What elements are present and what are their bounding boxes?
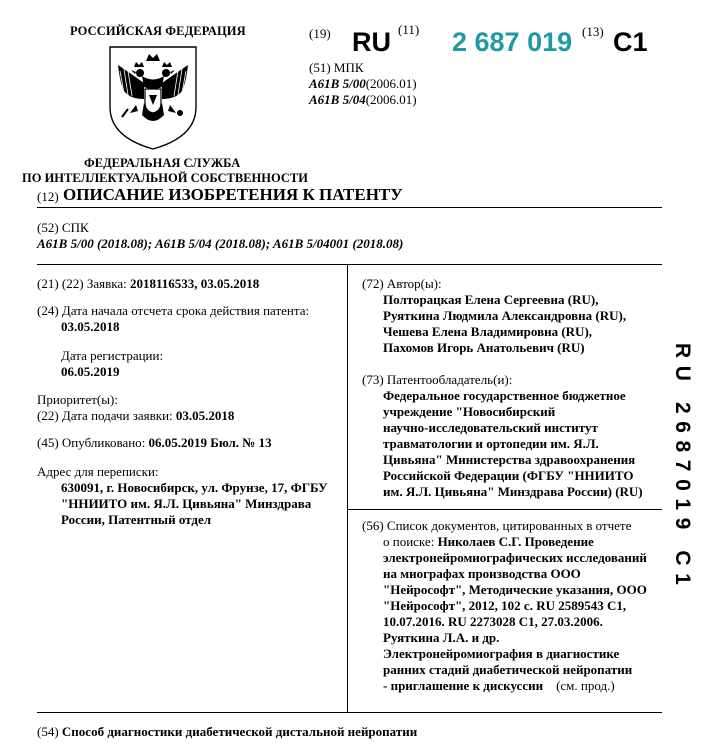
title-rule xyxy=(37,207,662,208)
mpk-entry: A61B 5/04(2006.01) xyxy=(309,92,417,107)
invention-row: (54) Способ диагностики диабетической дистальной нейропатии xyxy=(37,724,418,739)
address-line: "ННИИТО им. Я.Л. Цивьяна" Минздрава xyxy=(61,496,312,511)
owner-line: Российской Федерации (ФГБУ "ННИИТО xyxy=(383,468,634,483)
code-11: (11) xyxy=(398,22,420,37)
term-value: 03.05.2018 xyxy=(61,319,120,334)
code-19: (19) xyxy=(309,26,331,41)
bottom-rule xyxy=(37,712,662,713)
author-item: Чешева Елена Владимировна (RU), xyxy=(383,324,593,339)
right-section-rule xyxy=(347,509,662,510)
cited-line: Руяткина Л.А. и др. xyxy=(383,630,500,645)
application-row: (21) (22) Заявка: 2018116533, 03.05.2018 xyxy=(37,276,260,291)
registration-value: 06.05.2019 xyxy=(61,364,120,379)
priority-label: Приоритет(ы): xyxy=(37,392,118,407)
section-rule xyxy=(37,264,662,265)
address-line: 630091, г. Новосибирск, ул. Фрунзе, 17, ФГБУ xyxy=(61,480,328,495)
code-13: (13) xyxy=(582,24,604,39)
author-item: Полторацкая Елена Сергеевна (RU), xyxy=(383,292,599,307)
spk-value: A61B 5/00 (2018.08); A61B 5/04 (2018.08); A61B 5/04001 (2018.08) xyxy=(37,236,404,251)
mpk-entry: A61B 5/00(2006.01) xyxy=(309,76,417,91)
cited-line: ранних стадий диабетической нейропатии xyxy=(383,662,633,677)
authors-label: (72) Автор(ы): xyxy=(362,276,442,291)
mpk-label: (51) МПК xyxy=(309,60,364,75)
owner-line: учреждение "Новосибирский xyxy=(383,404,556,419)
country-name: РОССИЙСКАЯ ФЕДЕРАЦИЯ xyxy=(70,24,246,38)
cited-label: (56) Список документов, цитированных в отчете xyxy=(362,518,632,533)
author-item: Пахомов Игорь Анатольевич (RU) xyxy=(383,340,585,355)
cited-last-row: - приглашение к дискуссии (см. прод.) xyxy=(383,678,615,693)
document-title: ОПИСАНИЕ ИЗОБРЕТЕНИЯ К ПАТЕНТУ xyxy=(63,185,403,204)
owner-line: Цивьяна" Министерства здравоохранения xyxy=(383,452,636,467)
patent-kind: C1 xyxy=(613,27,648,57)
cited-line: на миографах производства ООО xyxy=(383,566,581,581)
owner-line: им. Я.Л. Цивьяна" Минздрава России) (RU) xyxy=(383,484,643,499)
spk-label: (52) СПК xyxy=(37,220,89,235)
owner-line: травматологии и ортопедии им. Я.Л. xyxy=(383,436,599,451)
side-patent-number: RU 2687019 C1 xyxy=(671,343,694,593)
owner-line: научно-исследовательский институт xyxy=(383,420,598,435)
agency-line-1: ФЕДЕРАЛЬНАЯ СЛУЖБА xyxy=(84,156,241,170)
owner-label: (73) Патентообладатель(и): xyxy=(362,372,513,387)
country-code: RU xyxy=(352,27,391,57)
cited-first-row: о поиске: Николаев С.Г. Проведение xyxy=(383,534,594,549)
cited-line: "Нейрософт", 2012, 102 с. RU 2589543 C1, xyxy=(383,598,627,613)
author-item: Руяткина Людмила Александровна (RU), xyxy=(383,308,627,323)
registration-label: Дата регистрации: xyxy=(61,348,164,363)
published-row: (45) Опубликовано: 06.05.2019 Бюл. № 13 xyxy=(37,435,272,450)
owner-line: Федеральное государственное бюджетное xyxy=(383,388,626,403)
column-divider xyxy=(347,264,348,712)
term-label: (24) Дата начала отсчета срока действия патента: xyxy=(37,303,310,318)
address-line: России, Патентный отдел xyxy=(61,512,212,527)
filing-row: (22) Дата подачи заявки: 03.05.2018 xyxy=(37,408,235,423)
cited-line: "Нейрософт", Методические указания, ООО xyxy=(383,582,647,597)
cited-line: 10.07.2016. RU 2273028 C1, 27.03.2006. xyxy=(383,614,603,629)
agency-line-2: ПО ИНТЕЛЛЕКТУАЛЬНОЙ СОБСТВЕННОСТИ xyxy=(22,171,308,185)
cited-line: электронейромиографических исследований xyxy=(383,550,647,565)
patent-number: 2 687 019 xyxy=(452,27,573,57)
address-label: Адрес для переписки: xyxy=(37,464,159,479)
cited-line: Электронейромиография в диагностике xyxy=(383,646,620,661)
coat-of-arms-emblem xyxy=(104,43,202,151)
title-code: (12) xyxy=(37,189,59,204)
